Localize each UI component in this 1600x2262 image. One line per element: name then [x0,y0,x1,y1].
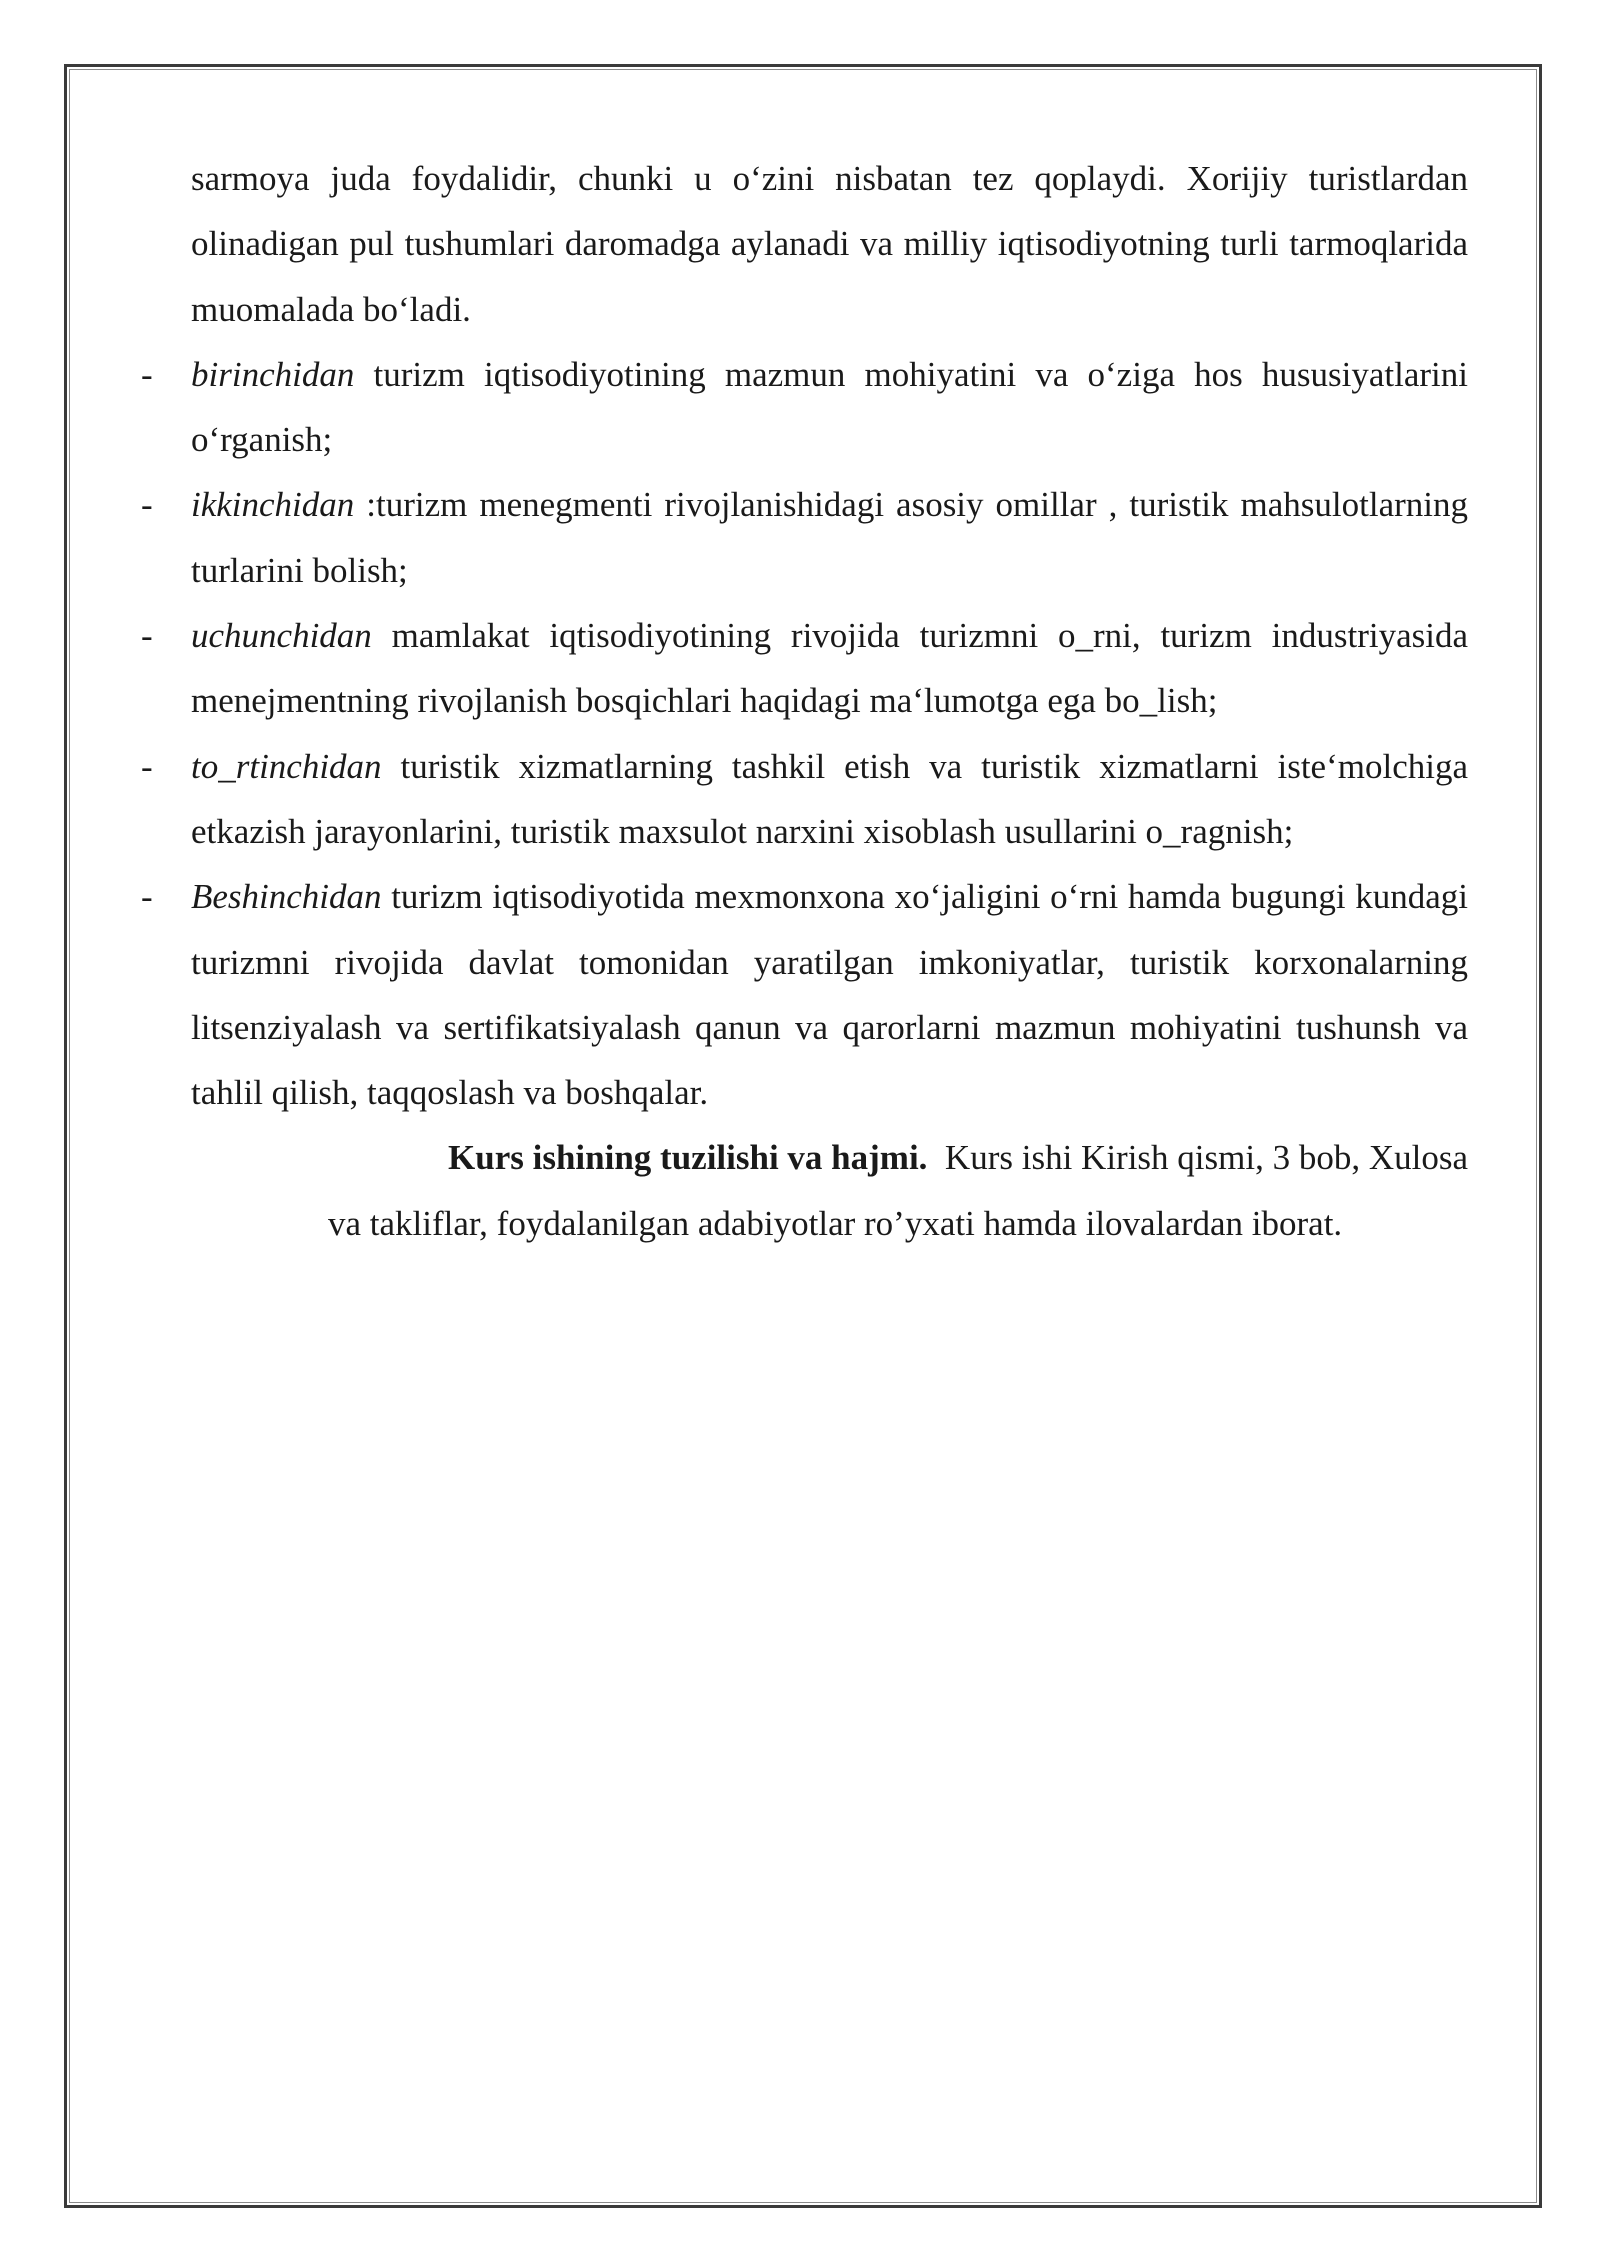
bullet-dash: - [141,877,153,917]
bullet-dash: - [141,485,153,525]
bullet-dash: - [141,354,153,394]
list-item-text: turizm iqtisodiyotida mexmonxona xo‘jaligini o‘rni hamda bugungi kundagi turizmni rivojida davlat tomonidan yaratilgan imkoniyatlar, turistik korxonalarning litsenziyalash va sertifikatsiyalash qanun va qarorlarni mazmun mohiyatini tushunsh va tahlil qilish, taqqoslash va boshqalar. [191,877,1468,1113]
list-item [141,864,1468,1125]
objectives-list [141,342,1468,1126]
list-item-text: turistik xizmatlarning tashkil etish va turistik xizmatlarni iste‘molchiga etkazish jarayonlarini, turistik maxsulot narxini xisoblash usullarini o_ragnish; [191,746,1468,851]
list-item-lead: uchunchidan [191,616,372,656]
list-item-lead: Beshinchidan [191,877,382,917]
structure-text-1: Kurs ishi Kirish qismi, 3 bob, Xulosa [927,1138,1468,1178]
list-item-lead: to_rtinchidan [191,746,382,786]
list-item-lead: birinchidan [191,354,355,394]
list-item [141,342,1468,473]
structure-heading: Kurs ishining tuzilishi va hajmi. [448,1138,928,1178]
list-item [141,472,1468,603]
list-item-text: :turizm menegmenti rivojlanishidagi asosiy omillar , turistik mahsulotlarning turlarini bolish; [191,485,1468,590]
list-item-text: turizm iqtisodiyotining mazmun mohiyatini va o‘ziga hos hususiyatlarini o‘rganish; [191,354,1468,460]
bullet-dash: - [141,616,153,656]
intro-paragraph: sarmoya juda foydalidir, chunki u o‘zini nisbatan tez qoplaydi. Xorijiy turistlardan olinadigan pul tushumlari daromadga aylanadi va milliy iqtisodiyotning turli tarmoqlarida muomalada bo‘ladi. [191,159,1468,329]
bullet-dash: - [141,746,153,786]
document-body [141,146,1468,1256]
list-item-text: mamlakat iqtisodiyotining rivojida turizmni o_rni, turizm industriyasida menejmentning rivojlanish bosqichlari haqidagi ma‘lumotga ega bo_lish; [191,616,1468,721]
structure-line-1 [191,1125,1468,1190]
list-item [141,603,1468,734]
structure-line-2: va takliflar, foydalanilgan adabiyotlar ro’yxati hamda ilovalardan iborat. [328,1203,1343,1243]
list-item-lead: ikkinchidan [191,485,355,525]
list-item [141,734,1468,865]
structure-paragraph [191,1125,1468,1256]
